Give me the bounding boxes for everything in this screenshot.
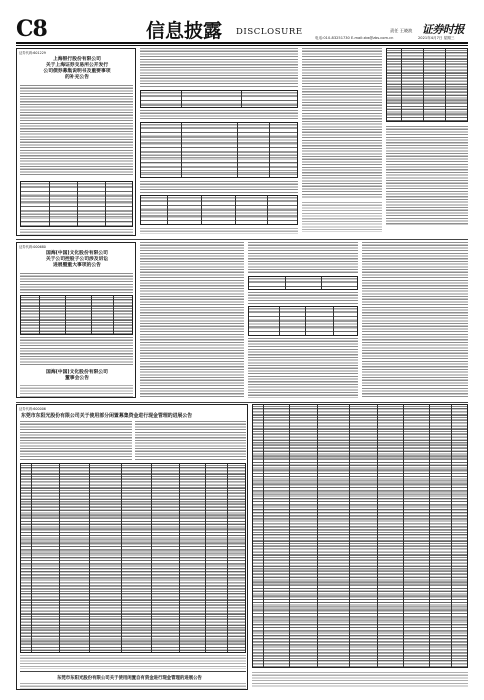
data-table xyxy=(248,276,358,290)
body-text xyxy=(20,229,133,235)
headline-line: 国海(中国)文化股份有限公司 xyxy=(46,251,108,256)
body-text xyxy=(20,421,132,461)
headline-line: 公司债券募集说明书及重要事项 xyxy=(43,68,111,74)
headline-line: 进展暨重大事项的公告 xyxy=(53,262,101,268)
bottom-section xyxy=(16,404,468,690)
body-text xyxy=(302,202,382,232)
body-text xyxy=(248,292,358,304)
notice-column-right xyxy=(362,242,468,398)
data-table xyxy=(20,295,133,335)
editor-credit: 责任 王晓波 xyxy=(390,28,413,33)
section-title-en: DISCLOSURE xyxy=(236,27,303,37)
body-text xyxy=(20,85,133,177)
notice-column-right xyxy=(302,48,468,236)
body-text xyxy=(20,385,133,397)
headline-line: 关于公司控股子公司涉及诉讼 xyxy=(45,256,109,262)
masthead-rule-thin xyxy=(16,45,468,46)
data-table xyxy=(386,48,468,122)
section-divider xyxy=(16,402,468,403)
issue-date: 2021年4月7日 星期三 xyxy=(418,36,455,40)
body-text xyxy=(386,126,468,226)
body-text xyxy=(248,242,358,274)
masthead xyxy=(0,0,484,44)
body-text xyxy=(248,338,358,398)
stock-code: 证券代码:600006 xyxy=(19,407,46,411)
headline-line: 董事会公告 xyxy=(65,375,89,381)
data-table xyxy=(252,404,468,668)
top-section xyxy=(16,48,468,236)
contact-line: 电话:010-83251730 E-mail:zbs@zbs.com.cn xyxy=(315,36,394,40)
body-text xyxy=(252,672,468,688)
body-text xyxy=(140,181,298,193)
body-text xyxy=(20,337,133,365)
footer-rule xyxy=(20,671,246,672)
data-table xyxy=(20,463,246,653)
notice-footer-headline: 东莞市东阳光股份有限公司关于使用闲置自有资金进行现金管理的进展公告 xyxy=(57,676,202,681)
body-text xyxy=(20,273,133,293)
section-title: 信息披露 xyxy=(146,20,223,42)
notice-column-middle xyxy=(140,242,244,398)
notice-box-top-left xyxy=(16,48,136,236)
data-table xyxy=(140,90,298,108)
body-text xyxy=(20,683,246,689)
notice-column-middle xyxy=(140,48,298,236)
body-text xyxy=(362,242,468,398)
body-text xyxy=(140,228,298,234)
notice-box-mid-left xyxy=(16,242,136,398)
body-text xyxy=(302,48,382,198)
body-text xyxy=(20,655,246,669)
middle-section xyxy=(16,242,468,398)
data-table xyxy=(248,306,358,336)
headline-line: 的补充公告 xyxy=(65,74,89,80)
body-text xyxy=(135,421,246,461)
stock-code: 证券代码:601229 xyxy=(19,51,46,55)
headline-line: 国海(中国)文化股份有限公司 xyxy=(46,370,108,375)
notice-headline xyxy=(21,57,133,81)
body-text xyxy=(140,48,298,88)
page-number: C8 xyxy=(16,16,47,42)
data-table xyxy=(20,181,133,227)
data-table xyxy=(140,195,298,225)
body-text xyxy=(140,110,298,120)
notice-box-bottom xyxy=(16,404,248,690)
masthead-rule xyxy=(16,42,468,44)
headline-line: 上海银行股份有限公司 xyxy=(53,57,101,62)
notice-column-right-center xyxy=(248,242,358,398)
notice-column-right xyxy=(252,404,468,690)
notice-footer-headline xyxy=(21,370,133,382)
body-text xyxy=(140,242,244,398)
headline-line: 关于上海证券交易所公开发行 xyxy=(45,62,109,68)
data-table xyxy=(140,122,298,178)
notice-headline: 东莞市东阳光股份有限公司关于使用部分闲置募集资金进行现金管理的进展公告 xyxy=(21,413,193,419)
section-divider xyxy=(16,239,468,240)
newspaper-logo: 证券时报 xyxy=(422,23,464,36)
notice-headline xyxy=(21,251,133,269)
stock-code: 证券代码:000680 xyxy=(19,245,46,249)
